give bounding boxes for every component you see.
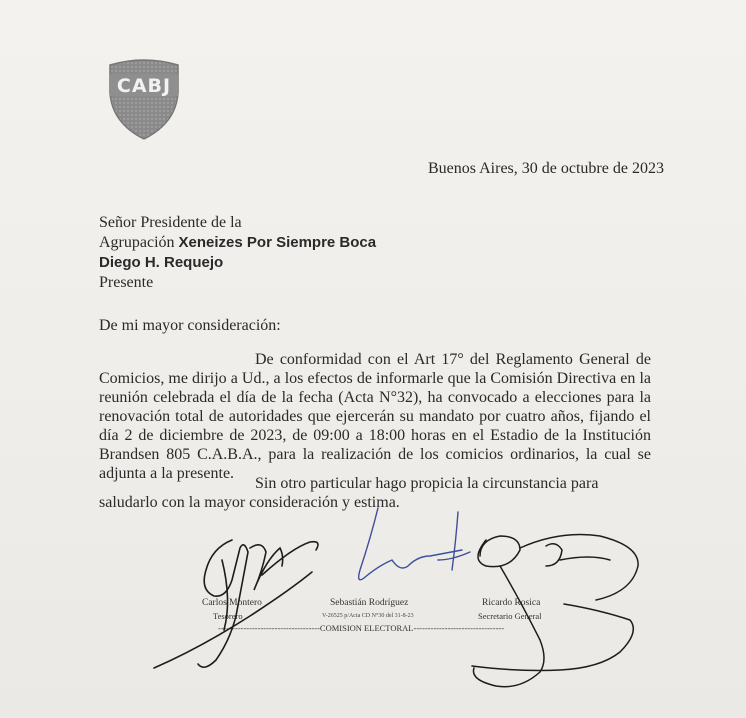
- committee-label: COMISION ELECTORAL: [319, 623, 414, 633]
- signatory-1-name: Carlos Montero: [202, 598, 262, 608]
- addressee-prefix: Agrupación: [99, 234, 179, 251]
- addressee-block: [99, 213, 376, 293]
- group-name: Xeneizes Por Siempre Boca: [178, 234, 377, 251]
- addressee-line-2: [99, 233, 376, 253]
- signatory-3-role: Secretario General: [478, 611, 542, 621]
- committee-line: ------------------------------------COMISION ELECTORAL--------------------------------: [218, 623, 505, 633]
- signature-2: [359, 508, 470, 580]
- signatory-2-role: V-26525 p/Acta CD N°30 del 31-8-23: [322, 613, 414, 619]
- body-text: De conformidad con el Art 17° del Reglamento General de Comicios, me dirijo a Ud., a los efectos de informarle que la Comisión Directiva en la reunión celebrada el día de la fecha (Acta N°32), ha convocado a elecciones para la renovación total de autoridades que ejercerán su mandato por cuatro años, fijando el día 2 de diciembre de 2023, de 09:00 a 18:00 horas en el Estadio de la Institución Brandsen 805 C.A.B.A., para la realización de los comicios ordinarios, la cual se adjunta a la presente.: [99, 351, 651, 482]
- logo-lettering: CABJ: [116, 75, 172, 97]
- cabj-shield-logo: [106, 57, 182, 141]
- place-date: Buenos Aires, 30 de octubre de 2023: [428, 160, 664, 177]
- body-paragraph: [99, 350, 651, 483]
- salutation: De mi mayor consideración:: [99, 317, 281, 334]
- shield-icon: [106, 57, 182, 141]
- signatory-1-role: Tesorero: [213, 611, 243, 621]
- addressee-name: Diego H. Requejo: [99, 254, 224, 271]
- closing-text: Sin otro particular hago propicia la circunstancia para saludarlo con la mayor consideración y estima.: [99, 475, 599, 511]
- closing-paragraph: [99, 474, 655, 512]
- addressee-line-1: Señor Presidente de la: [99, 214, 242, 231]
- addressee-line-4: Presente: [99, 274, 154, 291]
- signatory-2-name: Sebastián Rodríguez: [330, 598, 409, 608]
- signatory-3-name: Ricardo Rosica: [482, 598, 541, 608]
